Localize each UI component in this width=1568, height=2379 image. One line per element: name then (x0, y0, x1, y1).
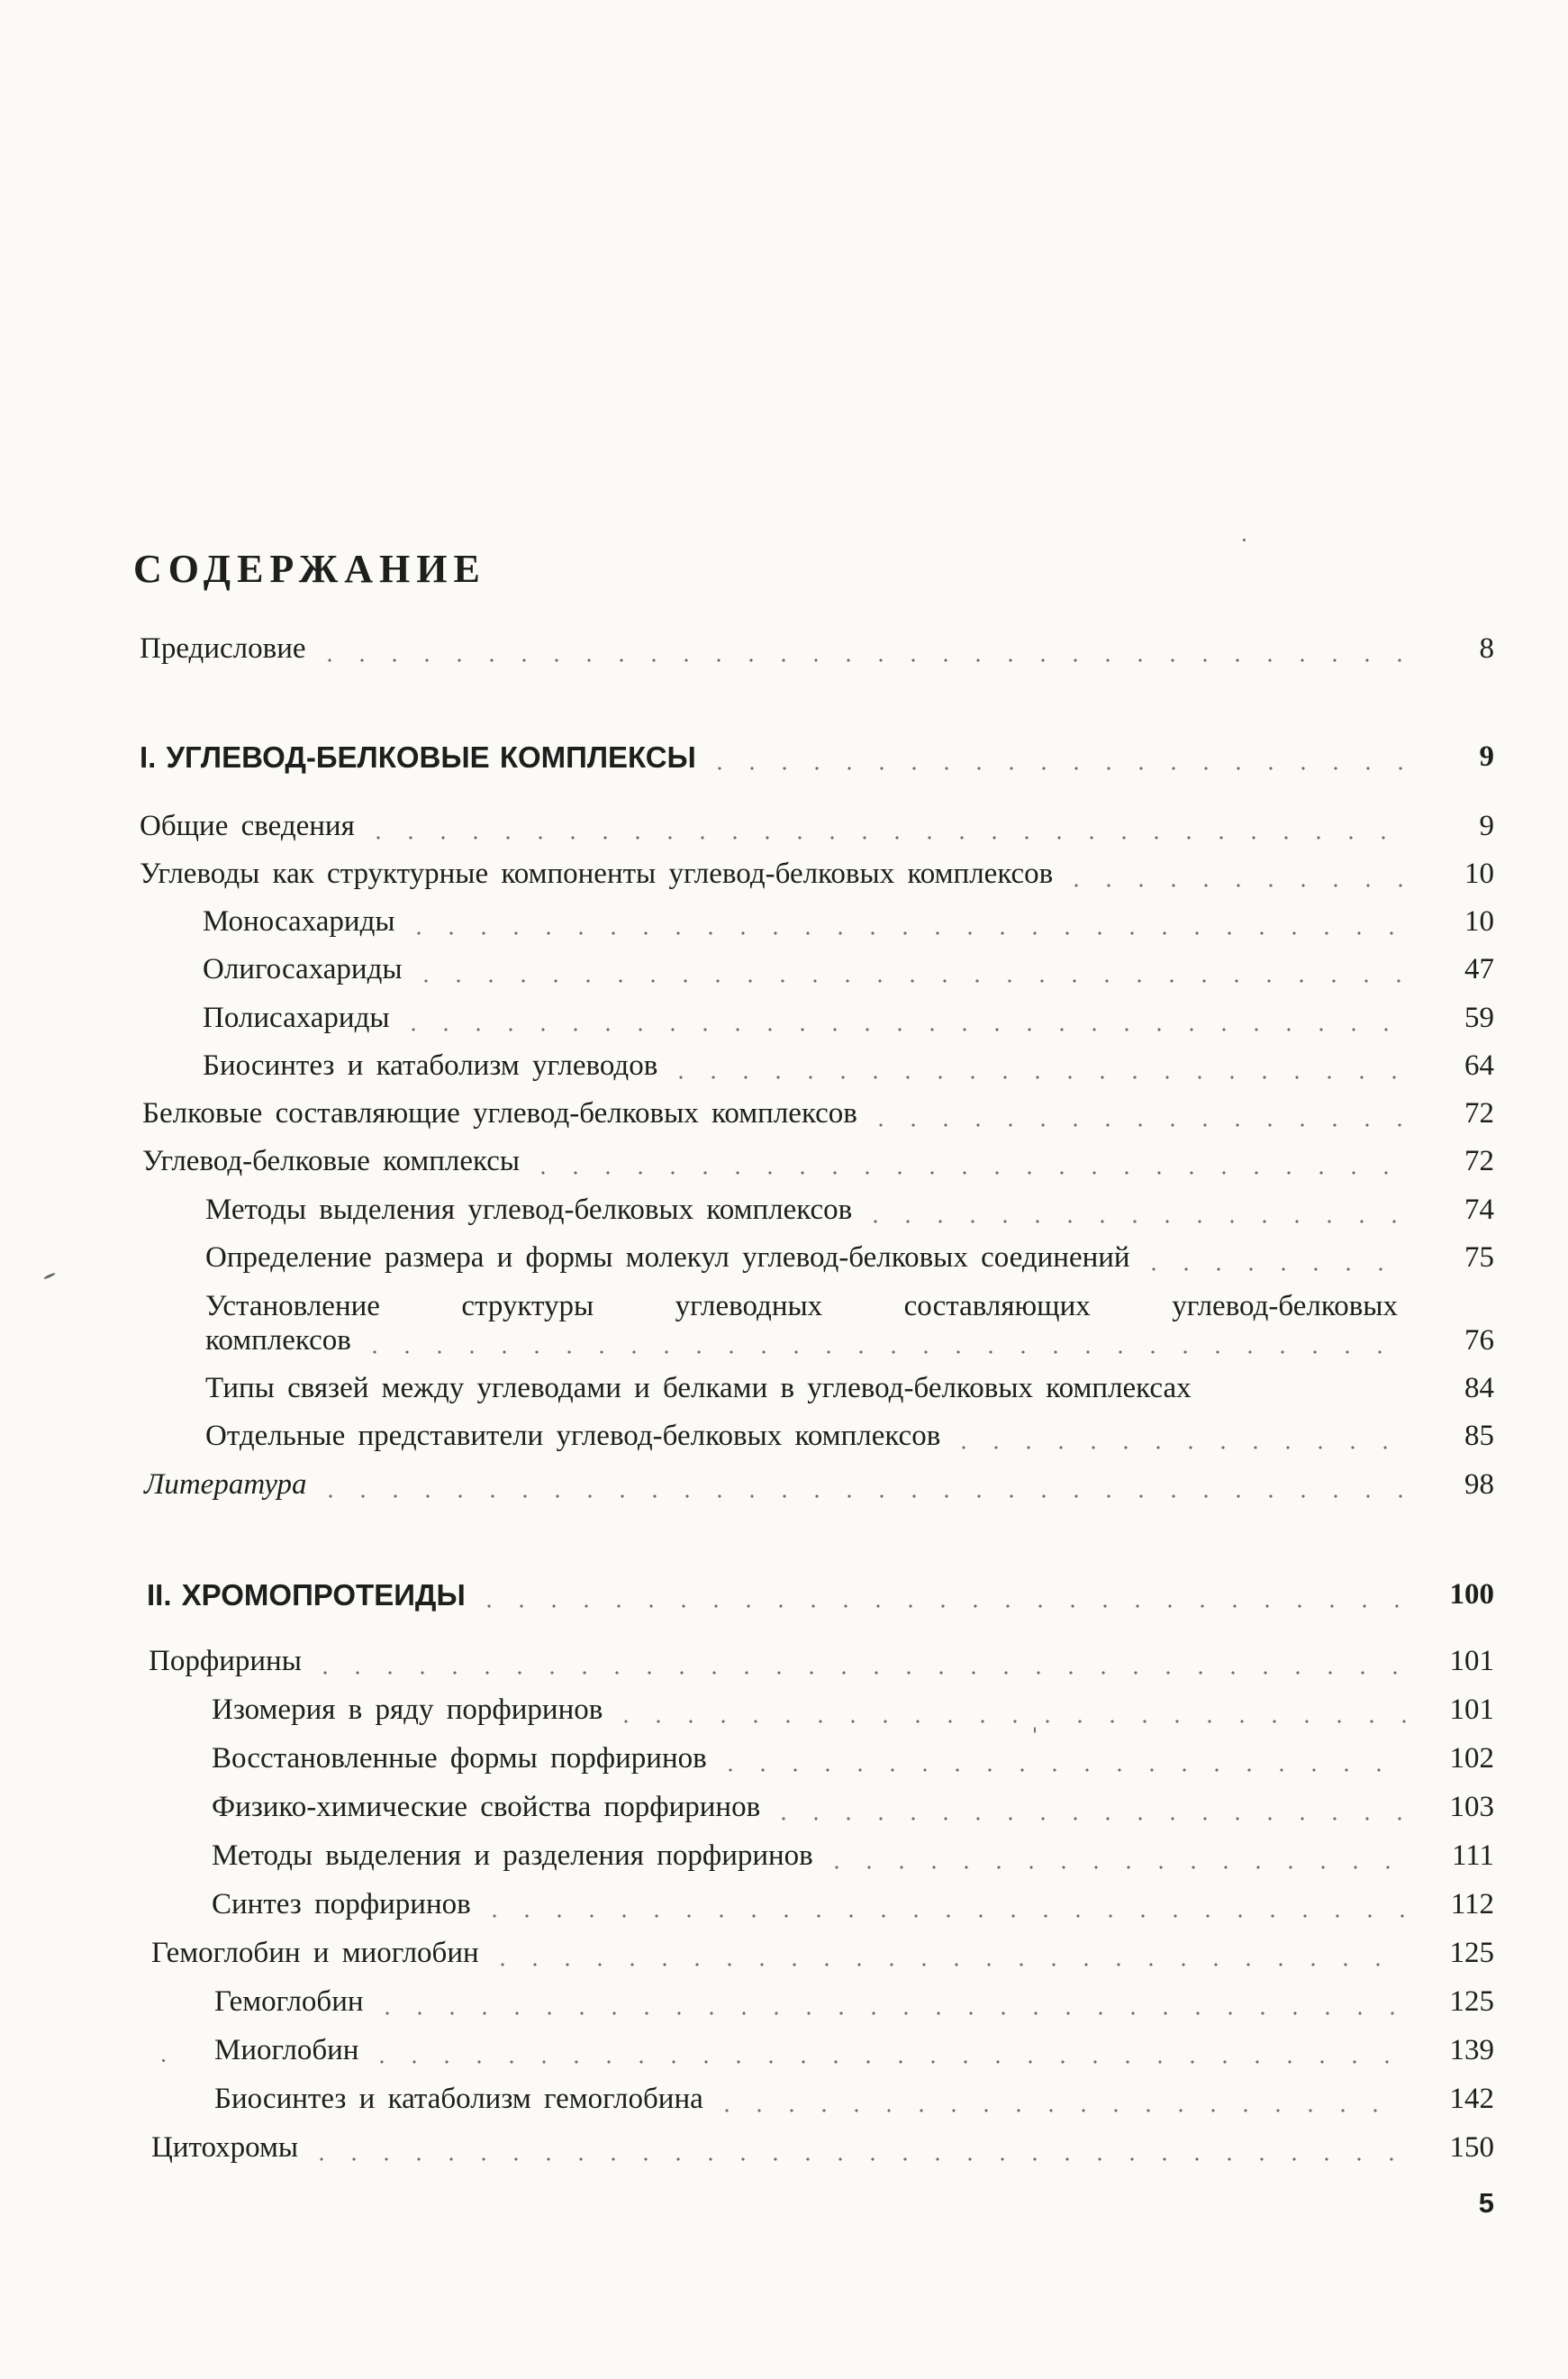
entry-label: Определение размера и формы молекул углевод-белковых соединений (205, 1241, 1130, 1274)
entry-page: 84 (1464, 1372, 1494, 1404)
toc-entry (212, 1791, 1494, 1825)
entry-page: 101 (1449, 1693, 1494, 1726)
entry-page: 101 (1449, 1645, 1494, 1677)
entry-label: Отдельные представители углевод-белковых комплексов (205, 1420, 941, 1452)
dot-leader (403, 931, 1406, 935)
dot-leader (859, 1220, 1406, 1223)
toc-chapter-1 (140, 740, 1494, 775)
entry-label: Олигосахариды (203, 953, 403, 985)
entry-page: 103 (1449, 1791, 1494, 1823)
toc-entry (212, 1888, 1494, 1922)
dot-leader (527, 1171, 1406, 1175)
entry-page: 150 (1449, 2131, 1494, 2164)
entry-label: Гемоглобин и миоглобин (151, 1937, 479, 1969)
entry-label-word: структуры (461, 1290, 594, 1322)
entry-page: 102 (1449, 1742, 1494, 1775)
entry-label: Типы связей между углеводами и белками в углевод-белковых комплексах (205, 1372, 1192, 1404)
dot-leader (703, 767, 1406, 770)
toc-entry (142, 1097, 1494, 1131)
entry-label-word: составляющих (903, 1290, 1091, 1322)
toc-entry (212, 1742, 1494, 1776)
entry-page: 98 (1464, 1468, 1494, 1501)
dot-leader (820, 1866, 1406, 1869)
entry-label: Углеводы как структурные компоненты углевод-белковых комплексов (140, 858, 1054, 890)
entry-page: 47 (1464, 953, 1494, 985)
dot-leader (478, 1914, 1406, 1918)
entry-page: 10 (1464, 858, 1494, 890)
dot-leader (665, 1076, 1406, 1079)
entry-page: 9 (1479, 810, 1494, 842)
toc-entry (140, 858, 1494, 892)
dot-leader (1060, 884, 1406, 887)
dot-leader (486, 1963, 1406, 1966)
entry-label: Биосинтез и катаболизм гемоглобина (214, 2083, 703, 2115)
entry-label: Предисловие (140, 632, 306, 665)
scan-speck (162, 2059, 165, 2062)
dot-leader (362, 836, 1406, 840)
toc-entry (212, 1839, 1494, 1874)
dot-leader (473, 1604, 1406, 1608)
dot-leader (305, 2157, 1406, 2161)
entry-page: 10 (1464, 905, 1494, 938)
toc-entry (205, 1194, 1494, 1228)
toc-entry (214, 1985, 1494, 2020)
entry-label: Цитохромы (151, 2131, 299, 2164)
entry-label: Синтез порфиринов (212, 1888, 471, 1920)
dot-leader (366, 2060, 1406, 2064)
entry-label: Моносахариды (203, 905, 395, 938)
toc-entry-wrap-line1 (205, 1290, 1398, 1324)
entry-page: 72 (1464, 1097, 1494, 1130)
toc-title: СОДЕРЖАНИЕ (133, 547, 486, 591)
toc-entry (203, 953, 1494, 987)
entry-label: Методы выделения и разделения порфиринов (212, 1839, 813, 1872)
entry-page: 125 (1449, 1985, 1494, 2018)
entry-page: 75 (1464, 1241, 1494, 1274)
toc-entry (142, 1145, 1494, 1179)
dot-leader (358, 1350, 1406, 1354)
entry-label-word: Установление (205, 1290, 380, 1322)
entry-page: 125 (1449, 1937, 1494, 1969)
chapter-title: II. ХРОМОПРОТЕИДЫ (147, 1578, 466, 1612)
toc-entry (203, 905, 1494, 940)
dot-leader (947, 1446, 1406, 1449)
entry-page: 76 (1464, 1324, 1494, 1357)
dot-leader (313, 658, 1407, 662)
dot-leader (711, 2109, 1406, 2112)
entry-label: Изомерия в ряду порфиринов (212, 1693, 603, 1726)
entry-label: Общие сведения (140, 810, 355, 842)
dot-leader (397, 1028, 1406, 1031)
dot-leader (767, 1817, 1406, 1821)
entry-label: Миоглобин (214, 2034, 359, 2066)
chapter-title: I. УГЛЕВОД-БЕЛКОВЫЕ КОМПЛЕКСЫ (140, 740, 696, 774)
dot-leader (410, 979, 1406, 983)
toc-entry (151, 1937, 1494, 1971)
entry-page: 74 (1464, 1194, 1494, 1226)
toc-entry (151, 2131, 1494, 2166)
toc-entry (205, 1241, 1494, 1276)
dot-leader (714, 1768, 1406, 1772)
entry-page: 59 (1464, 1002, 1494, 1034)
dot-leader (371, 2011, 1406, 2015)
page-number: 5 (1478, 2187, 1494, 2219)
chapter-page: 9 (1479, 740, 1494, 773)
toc-entry (203, 1002, 1494, 1036)
entry-label: комплексов (205, 1324, 351, 1357)
scan-speck (43, 1272, 56, 1280)
scan-speck (1243, 539, 1246, 541)
entry-label: Методы выделения углевод-белковых комплексов (205, 1194, 853, 1226)
entry-page: 8 (1479, 632, 1494, 665)
chapter-page: 100 (1449, 1578, 1494, 1611)
entry-label: Полисахариды (203, 1002, 390, 1034)
toc-entry (203, 1049, 1494, 1084)
entry-page: 142 (1449, 2083, 1494, 2115)
entry-label: Литература (144, 1468, 307, 1501)
dot-leader (610, 1720, 1406, 1723)
toc-entry (214, 2034, 1494, 2068)
entry-label: Углевод-белковые комплексы (142, 1145, 521, 1177)
entry-label: Порфирины (149, 1645, 302, 1677)
entry-label: Белковые составляющие углевод-белковых комплексов (142, 1097, 857, 1130)
toc-chapter-2 (147, 1578, 1494, 1612)
toc-entry (140, 810, 1494, 844)
toc-entry (149, 1645, 1494, 1679)
entry-page: 64 (1464, 1049, 1494, 1082)
dot-leader (309, 1671, 1406, 1675)
entry-label: Гемоглобин (214, 1985, 364, 2018)
dot-leader (1137, 1267, 1406, 1271)
entry-page: 111 (1451, 1839, 1494, 1872)
entry-page: 139 (1449, 2034, 1494, 2066)
dot-leader (865, 1123, 1406, 1127)
toc-entry (214, 2083, 1494, 2117)
entry-page: 72 (1464, 1145, 1494, 1177)
toc-entry-preface (140, 632, 1494, 667)
entry-label-word: углеводных (675, 1290, 823, 1322)
toc-entry (205, 1324, 1494, 1358)
entry-label-word: углевод-белковых (1172, 1290, 1398, 1322)
toc-entry (205, 1372, 1494, 1406)
entry-page: 85 (1464, 1420, 1494, 1452)
entry-label: Физико-химические свойства порфиринов (212, 1791, 761, 1823)
entry-label: Восстановленные формы порфиринов (212, 1742, 707, 1775)
toc-entry (212, 1693, 1494, 1728)
entry-page: 112 (1450, 1888, 1494, 1920)
toc-entry-literature (144, 1468, 1494, 1503)
toc-entry (205, 1420, 1494, 1454)
dot-leader (314, 1494, 1406, 1498)
entry-label: Биосинтез и катаболизм углеводов (203, 1049, 658, 1082)
scan-speck (1034, 1727, 1036, 1733)
